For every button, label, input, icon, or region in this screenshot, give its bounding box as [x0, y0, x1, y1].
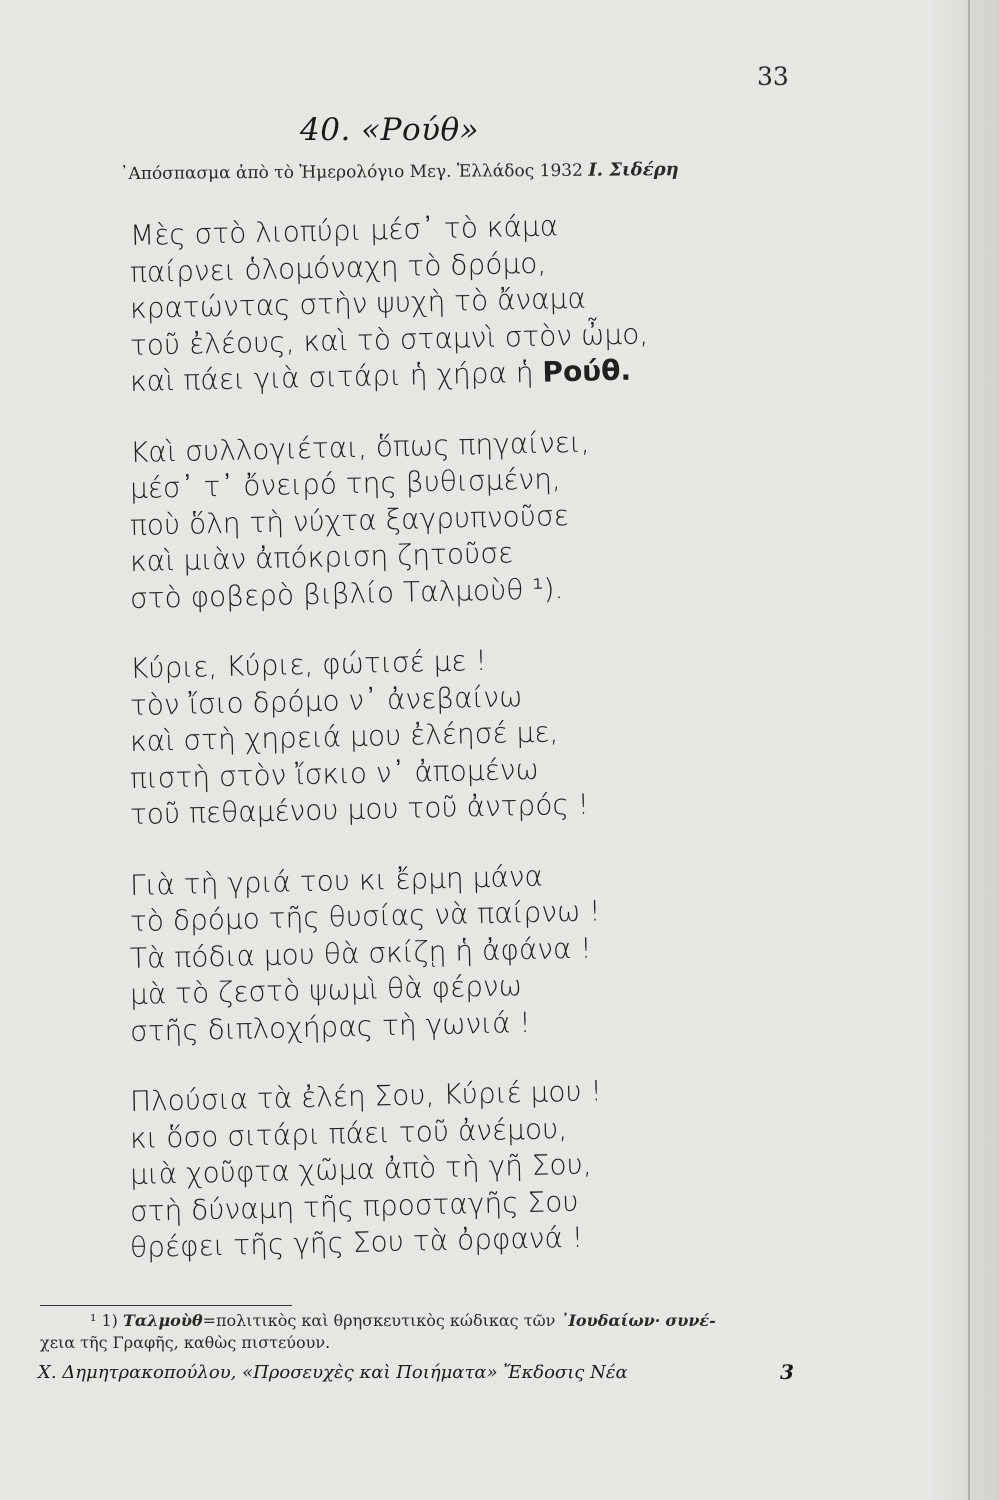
- poem-line: κρατώντας στὴν ψυχὴ τὸ ἄναμα: [129, 281, 587, 325]
- footnote-line-2: χεια τῆς Γραφῆς, καθὼς πιστεύουν.: [40, 1333, 331, 1352]
- footnote-line-1: [40, 1310, 840, 1332]
- poem-body: [129, 209, 690, 1301]
- poem-line: στῆς διπλοχήρας τὴ γωνιά !: [129, 1005, 531, 1048]
- poem-line: καὶ μιὰν ἀπόκριση ζητοῦσε: [129, 536, 514, 578]
- poem-line: Μὲς στὸ λιοπύρι μέσ᾿ τὸ κάμα: [129, 209, 559, 252]
- poem-line: παίρνει ὁλομόναχη τὸ δρόμο,: [129, 246, 547, 289]
- signature-mark: 3: [780, 1360, 794, 1384]
- poem-line: Καὶ συλλογιέται, ὅπως πηγαίνει,: [129, 425, 590, 469]
- footnote-term: Ταλμοὺθ: [123, 1311, 203, 1330]
- footnote-text: =πολιτικὸς καὶ θρησκευτικὸς κώδικας τῶν: [202, 1311, 556, 1330]
- footnote: [40, 1310, 840, 1354]
- poem-line: καὶ στὴ χηρειά μου ἐλέησέ με,: [129, 715, 559, 758]
- book-imprint: Χ. Δημητρακοπούλου, «Προσευχὲς καὶ Ποιήματα» Ἔκδοσις Νέα: [38, 1362, 628, 1383]
- poem-line: τοῦ ἐλέους, καὶ τὸ σταμνὶ στὸν ὦμο,: [129, 316, 649, 362]
- source-author: Ι. Σιδέρη: [588, 159, 679, 181]
- poem-line: μὰ τὸ ζεστὸ ψωμὶ θὰ φέρνω: [129, 969, 523, 1011]
- stanza-4: [129, 859, 690, 1051]
- footnote-marker: ¹ 1): [90, 1311, 118, 1330]
- stanza-3: [129, 643, 690, 834]
- poem-line-text: καὶ πάει γιὰ σιτάρι ἡ χήρα ἡ: [129, 355, 534, 398]
- poem-line: Τὰ πόδια μου θὰ σκίζῃ ἡ ἀφάνα !: [129, 931, 592, 975]
- stanza-1: [129, 209, 690, 401]
- poem-line: κι ὅσο σιτάρι πάει τοῦ ἀνέμου,: [129, 1111, 568, 1155]
- footnote-divider: [40, 1305, 292, 1306]
- poem-line: Πλούσια τὰ ἐλέη Σου, Κύριέ μου !: [129, 1074, 603, 1118]
- poem-line: τοῦ πεθαμένου μου τοῦ ἀντρός !: [129, 787, 590, 831]
- page-shadow: [929, 0, 999, 1500]
- poem-line: θρέφει τῆς γῆς Σου τὰ ὀρφανά !: [129, 1220, 584, 1264]
- name-ruth: Ρούθ.: [542, 353, 632, 389]
- poem-line: Κύριε, Κύριε, φώτισέ με !: [129, 643, 487, 685]
- stanza-5: [129, 1074, 690, 1267]
- poem-line: στὸ φοβερὸ βιβλίο Ταλμοὺθ ¹).: [129, 571, 564, 615]
- page-number: 33: [757, 62, 789, 91]
- poem-title: 40. «Ρούθ»: [300, 112, 480, 148]
- source-text: ᾿Απόσπασμα ἀπὸ τὸ Ἡμερολόγιο Μεγ. Ἑλλάδος 1932: [119, 160, 583, 184]
- poem-line: πιστὴ στὸν ἴσκιο ν᾿ ἀπομένω: [129, 752, 540, 795]
- poem-source: [120, 158, 820, 184]
- footnote-term-2: ᾿Ιουδαίων·: [560, 1311, 661, 1330]
- stanza-2: [129, 425, 690, 618]
- poem-line: Γιὰ τὴ γριά του κι ἔρμη μάνα: [129, 859, 544, 902]
- poem-line: ποὺ ὅλη τὴ νύχτα ξαγρυπνοῦσε: [129, 498, 570, 542]
- poem-line: τὸν ἴσιο δρόμο ν᾿ ἀνεβαίνω: [129, 679, 523, 722]
- poem-line: τὸ δρόμο τῆς θυσίας νὰ παίρνω !: [129, 894, 601, 938]
- poem-line: μέσ᾿ τ᾿ ὄνειρό της βυθισμένη,: [129, 462, 562, 505]
- poem-line: μιὰ χοῦφτα χῶμα ἀπὸ τὴ γῆ Σου,: [129, 1147, 593, 1191]
- poem-line: στὴ δύναμη τῆς προσταγῆς Σου: [129, 1184, 579, 1228]
- footnote-text-continued: συνέ-: [665, 1311, 716, 1330]
